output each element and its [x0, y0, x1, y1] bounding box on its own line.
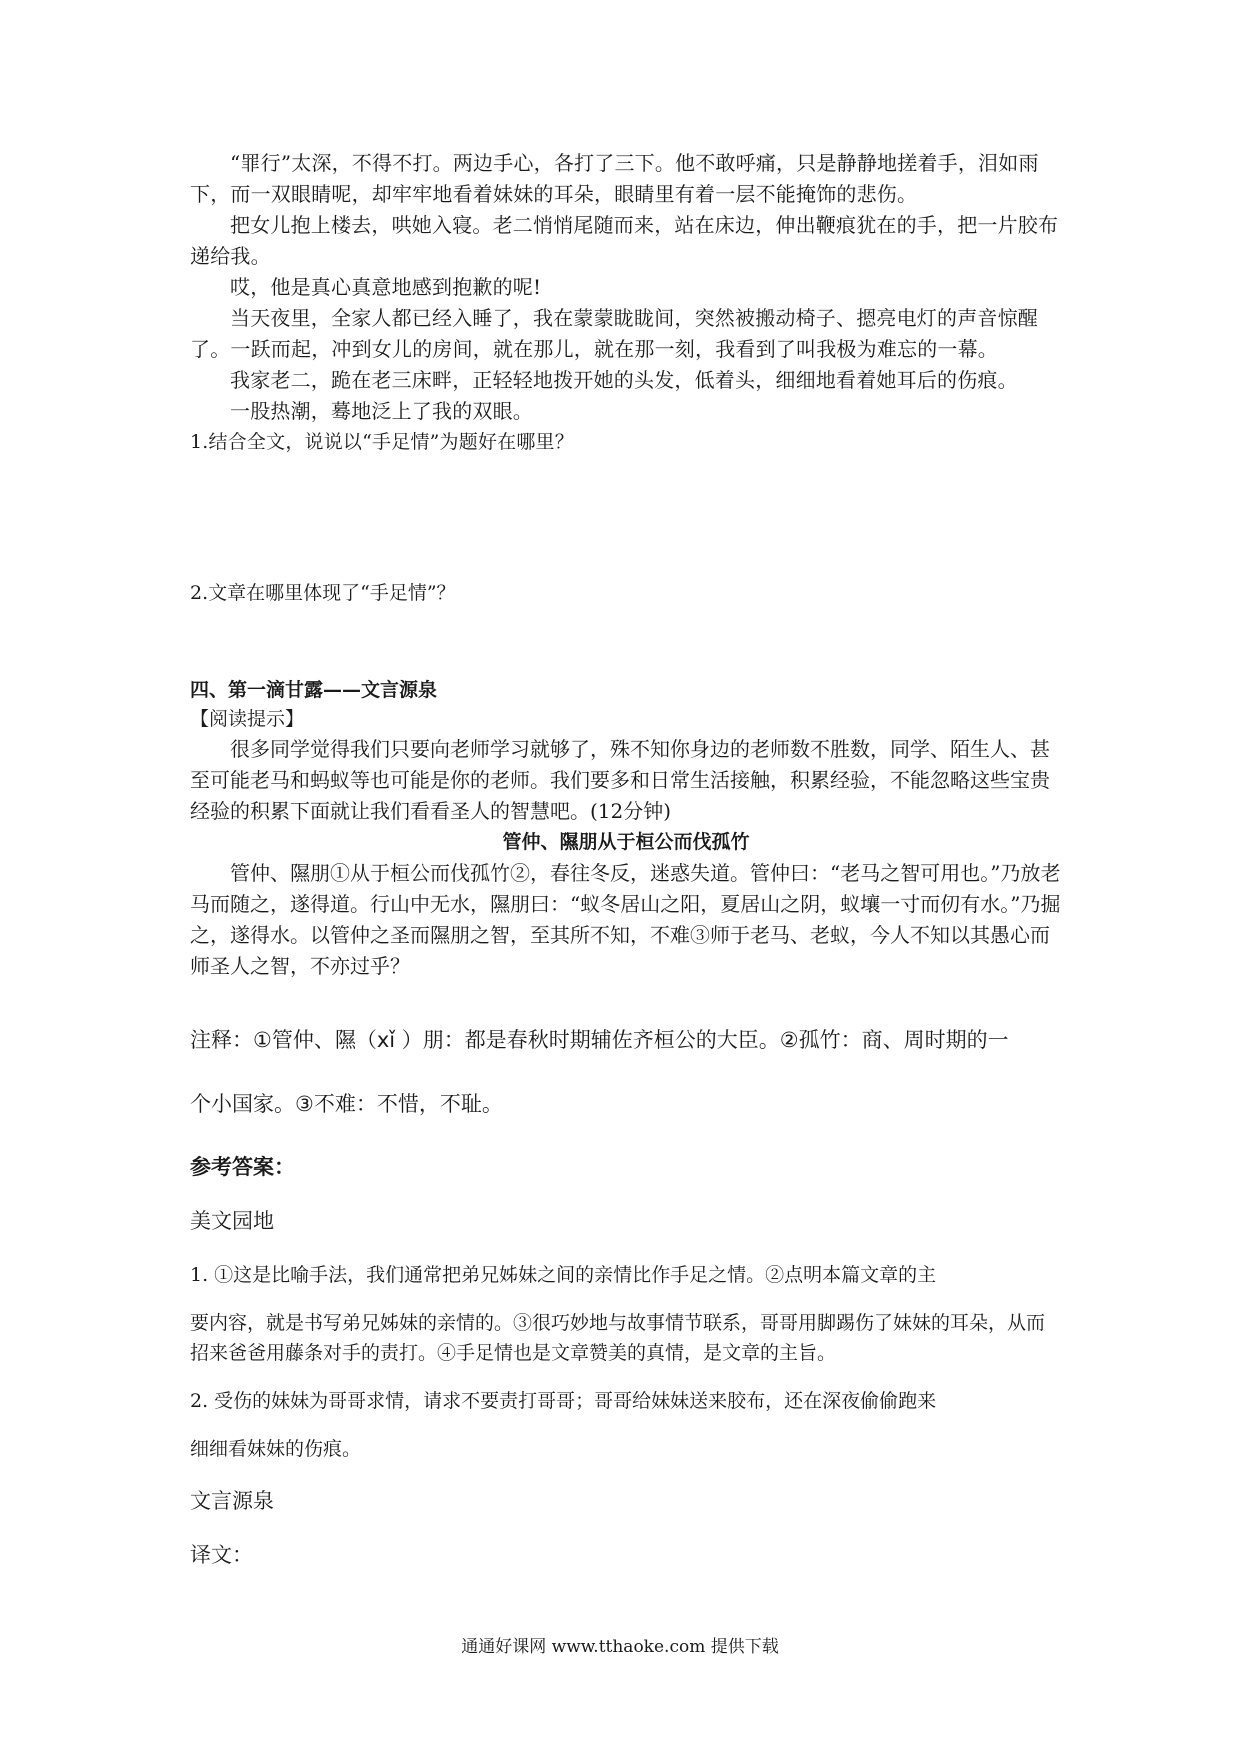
translation-label: 译文：	[190, 1543, 253, 1567]
story-excerpt	[190, 148, 1062, 458]
story-paragraph: 把女儿抱上楼去，哄她入寝。老二悄悄尾随而来，站在床边，伸出鞭痕犹在的手，把一片胶布递给我。	[190, 213, 1059, 268]
annotation-block	[190, 1008, 1062, 1136]
answers-heading: 参考答案：	[190, 1155, 295, 1179]
answer-1-line: 1. ①这是比喻手法，我们通常把弟兄姊妹之间的亲情比作手足之情。②点明本篇文章的主	[190, 1264, 937, 1286]
answer-2-line: 2. 受伤的妹妹为哥哥求情，请求不要责打哥哥；哥哥给妹妹送来胶布，还在深夜偷偷跑来	[190, 1390, 937, 1412]
reading-hint-text: 很多同学觉得我们只要向老师学习就够了，殊不知你身边的老师数不胜数，同学、陌生人、甚至可能老马和蚂蚁等也可能是你的老师。我们要多和日常生活接触，积累经验，不能忽略这些宝贵经验的积累下面就让我们看看圣人的智慧吧。(12分钟)	[190, 737, 1050, 823]
answers-subheading-wenyan: 文言源泉	[190, 1489, 274, 1513]
classical-text-title: 管仲、隰朋从于桓公而伐孤竹	[502, 831, 750, 853]
answer-1-continued: 要内容，就是书写弟兄姊妹的亲情的。③很巧妙地与故事情节联系，哥哥用脚踢伤了妹妹的耳朵，从而招来爸爸用藤条对手的责打。④手足情也是文章赞美的真情，是文章的主旨。	[190, 1312, 1046, 1364]
answers-section	[190, 1152, 1062, 1570]
annotation-line: 注释：①管仲、隰（xǐ ）朋：都是春秋时期辅佐齐桓公的大臣。②孤竹：商、周时期的一	[190, 1028, 1009, 1052]
question-1: 1.结合全文，说说以“手足情”为题好在哪里？	[190, 431, 574, 453]
story-paragraph: 一股热潮，蓦地泛上了我的双眼。	[230, 399, 533, 423]
section-4	[190, 676, 1062, 982]
story-paragraph: 我家老二，跪在老三床畔，正轻轻地拨开她的头发，低着头，细细地看着她耳后的伤痕。	[230, 368, 1018, 392]
reading-hint-label: 【阅读提示】	[190, 708, 305, 730]
story-paragraph: “罪行”太深，不得不打。两边手心，各打了三下。他不敢呼痛，只是静静地搓着手，泪如雨下，而一双眼睛呢，却牢牢地看着妹妹的耳朵，眼睛里有着一层不能掩饰的悲伤。	[190, 151, 1039, 206]
section-title: 四、第一滴甘露——文言源泉	[190, 679, 438, 701]
story-paragraph: 哎，他是真心真意地感到抱歉的呢!	[230, 275, 542, 299]
annotation-line: 个小国家。③不难：不惜，不耻。	[190, 1092, 503, 1116]
page-footer: 通通好课网 www.tthaoke.com 提供下载	[461, 1637, 779, 1657]
question-2-block	[190, 578, 1062, 609]
answer-2-continued: 细细看妹妹的伤痕。	[190, 1438, 362, 1460]
story-paragraph: 当天夜里，全家人都已经入睡了，我在蒙蒙眬眬间，突然被搬动椅子、摁亮电灯的声音惊醒了。一跃而起，冲到女儿的房间，就在那儿，就在那一刻，我看到了叫我极为难忘的一幕。	[190, 306, 1038, 361]
question-2: 2.文章在哪里体现了“手足情”？	[190, 582, 456, 604]
answers-subheading-meiwen: 美文园地	[190, 1209, 274, 1233]
classical-text: 管仲、隰朋①从于桓公而伐孤竹②，春往冬反，迷惑失道。管仲曰：“老马之智可用也。”乃放老马而随之，遂得道。行山中无水，隰朋曰：“蚁冬居山之阳，夏居山之阴，蚁壤一寸而仞有水。”乃掘之，遂得水。以管仲之圣而隰朋之智，至其所不知，不难③师于老马、老蚁，今人不知以其愚心而师圣人之智，不亦过乎？	[190, 861, 1061, 978]
